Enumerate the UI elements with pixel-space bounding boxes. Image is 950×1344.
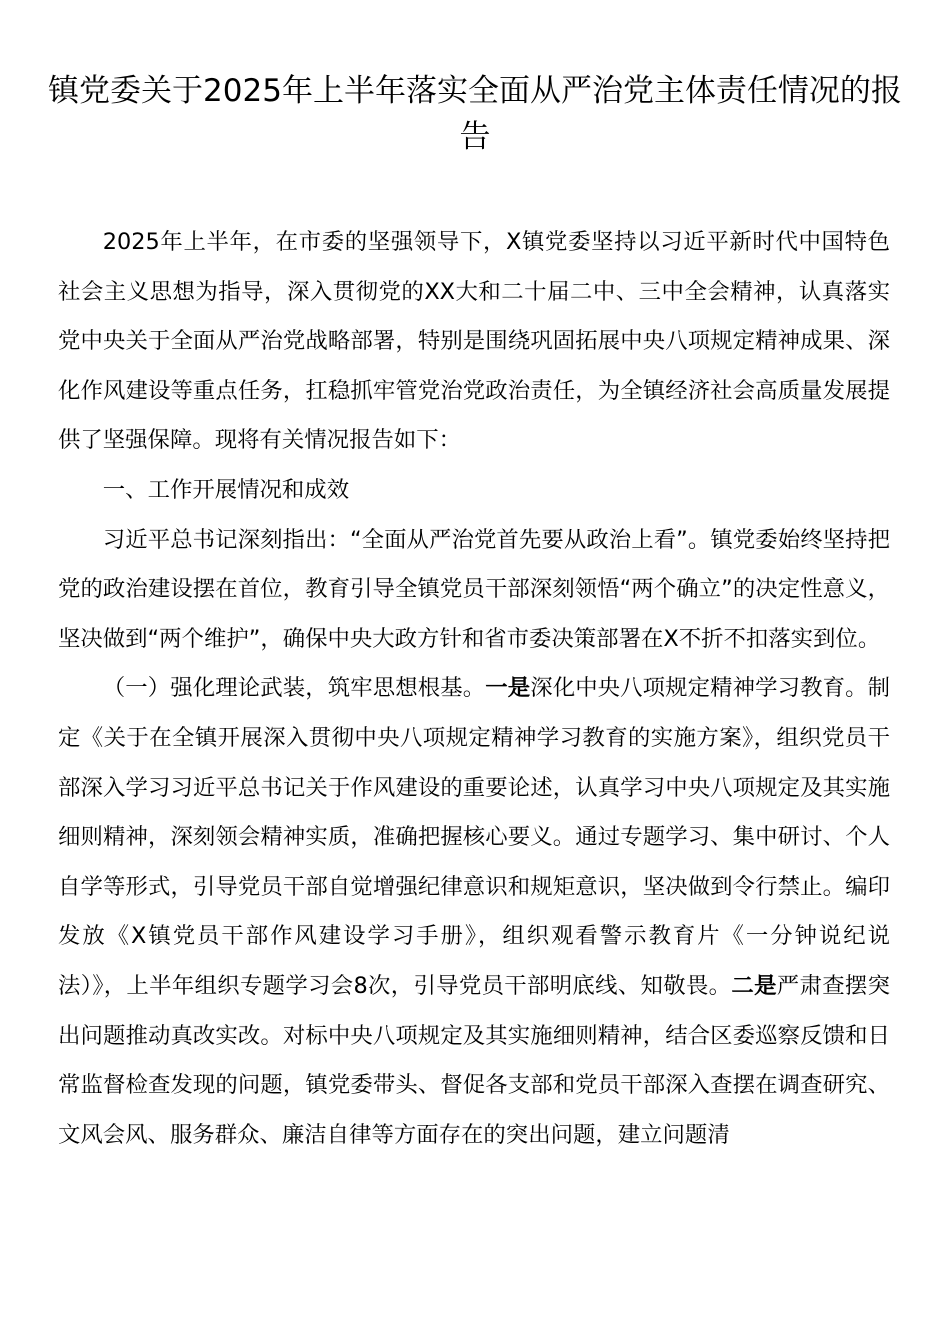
point-one-label: 一是 <box>485 675 531 702</box>
theory-paragraph <box>58 664 890 1160</box>
point-two-text: 严肃查摆突出问题推动真改实改。对标中央八项规定及其实施细则精神，结合区委巡察反馈和日常监督检查发现的问题，镇党委带头、督促各支部和党员干部深入查摆在调查研究、文风会风、服务群众、廉洁自律等方面存在的突出问题，建立问题清 <box>58 972 890 1148</box>
section-heading: 一、工作开展情况和成效 <box>102 476 350 503</box>
point-two-label: 二是 <box>731 972 777 999</box>
political-paragraph: 习近平总书记深刻指出：“全面从严治党首先要从政治上看”。镇党委始终坚持把党的政治建设摆在首位，教育引导全镇党员干部深刻领悟“两个确立”的决定性意义，坚决做到“两个维护”，确保中央大政方针和省市委决策部署在X不折不扣落实到位。 <box>58 526 890 652</box>
subsection-heading: （一）强化理论武装，筑牢思想根基。 <box>102 675 486 702</box>
document-title: 镇党委关于2025年上半年落实全面从严治党主体责任情况的报告 <box>48 73 902 155</box>
intro-paragraph: 2025年上半年，在市委的坚强领导下，X镇党委坚持以习近平新时代中国特色社会主义思想为指导，深入贯彻党的XX大和二十届二中、三中全会精神，认真落实党中央关于全面从严治党战略部署，特别是围绕巩固拓展中央八项规定精神成果、深化作风建设等重点任务，扛稳抓牢管党治党政治责任，为全镇经济社会高质量发展提供了坚强保障。现将有关情况报告如下： <box>58 229 890 454</box>
document-body <box>58 218 890 1160</box>
point-one-text: 深化中央八项规定精神学习教育。制定《关于在全镇开展深入贯彻中央八项规定精神学习教育的实施方案》，组织党员干部深入学习习近平总书记关于作风建设的重要论述，认真学习中央八项规定及其实施细则精神，深刻领会精神实质，准确把握核心要义。通过专题学习、集中研讨、个人自学等形式，引导党员干部自觉增强纪律意识和规矩意识，坚决做到令行禁止。编印发放《X镇党员干部作风建设学习手册》，组织观看警示教育片《一分钟说纪说法）》，上半年组织专题学习会8次，引导党员干部明底线、知敬畏。 <box>58 675 891 999</box>
